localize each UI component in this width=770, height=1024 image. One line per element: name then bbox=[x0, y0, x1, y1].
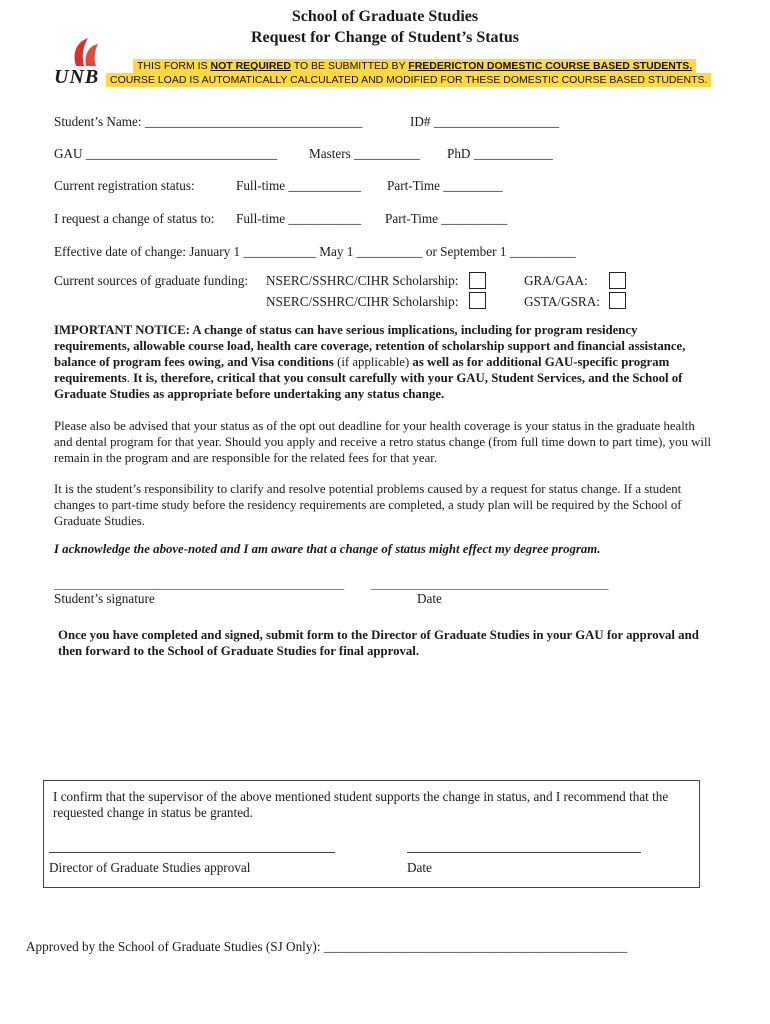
current-status-label: Current registration status: bbox=[54, 178, 195, 193]
gau-field[interactable]: GAU _____________________________ bbox=[54, 146, 278, 161]
form-title: School of Graduate Studies bbox=[291, 8, 479, 25]
responsibility-notice: It is the student’s responsibility to clarify and resolve potential problems caused by a request for status change. If a student changes to part-time study before the residency requirements are completed, a study plan will be required by the School of Graduate Studies. bbox=[54, 482, 682, 528]
phd-field[interactable]: PhD ____________ bbox=[447, 146, 553, 161]
request-parttime-field[interactable]: Part-Time __________ bbox=[385, 211, 508, 226]
supervisor-confirmation: I confirm that the supervisor of the above mentioned student supports the change in status, and I recommend that the requested change in status be granted. bbox=[53, 789, 669, 820]
gra-gaa-checkbox[interactable] bbox=[609, 272, 626, 289]
important-notice: IMPORTANT NOTICE: A change of status can have serious implications, including for program residency requirements, allowable course load, health care coverage, retention of scholarship support and financial assistance, balance of program fees owing, and Visa conditions (if applicable) as well as for additional GAU-specific program requirements. It is, therefore, critical that you consult carefully with your GAU, Student Services, and the School of Graduate Studies as appropriate before undertaking any status change. bbox=[54, 323, 686, 401]
notice-not-required: THIS FORM IS NOT REQUIRED TO BE SUBMITTED BY FREDERICTON DOMESTIC COURSE BASED STUDENTS. bbox=[133, 59, 696, 73]
request-status-label: I request a change of status to: bbox=[54, 211, 215, 226]
director-date-label: Date bbox=[407, 860, 432, 875]
student-date-line[interactable]: ____________________________________ bbox=[371, 576, 609, 591]
form-subtitle: Request for Change of Student’s Status bbox=[250, 29, 520, 46]
funding-option-1-checkbox[interactable] bbox=[469, 272, 486, 289]
funding-option-2-checkbox[interactable] bbox=[469, 292, 486, 309]
funding-label: Current sources of graduate funding: bbox=[54, 273, 249, 288]
masters-field[interactable]: Masters __________ bbox=[309, 146, 420, 161]
effective-date-field[interactable]: Effective date of change: January 1 ___________ May 1 __________ or September 1 __________ bbox=[54, 244, 576, 259]
current-parttime-field[interactable]: Part-Time _________ bbox=[387, 178, 503, 193]
student-signature-label: Student’s signature bbox=[54, 591, 155, 606]
submission-instructions: Once you have completed and signed, submit form to the Director of Graduate Studies in your GAU for approval and then forward to the School of Graduate Studies for final approval. bbox=[58, 628, 699, 658]
students-name-field[interactable]: Student’s Name: _________________________________ bbox=[54, 114, 363, 129]
funding-option-1-label: NSERC/SSHRC/CIHR Scholarship: bbox=[266, 273, 459, 288]
gra-gaa-label: GRA/GAA: bbox=[524, 273, 588, 288]
student-date-label: Date bbox=[417, 591, 442, 606]
director-signature-line[interactable] bbox=[49, 852, 335, 853]
acknowledgement: I acknowledge the above-noted and I am aware that a change of status might effect my degree program. bbox=[54, 542, 601, 556]
gsta-gsra-checkbox[interactable] bbox=[609, 292, 626, 309]
director-approval-label: Director of Graduate Studies approval bbox=[49, 860, 251, 875]
director-date-line[interactable] bbox=[407, 852, 641, 853]
gsta-gsra-label: GSTA/GSRA: bbox=[524, 294, 600, 309]
id-field[interactable]: ID# ___________________ bbox=[410, 114, 560, 129]
funding-option-2-label: NSERC/SSHRC/CIHR Scholarship: bbox=[266, 294, 459, 309]
sgs-approval-field[interactable]: Approved by the School of Graduate Studies (SJ Only): ______________________________________________ bbox=[26, 939, 628, 954]
health-coverage-notice: Please also be advised that your status as of the opt out deadline for your health coverage is your status in the graduate health and dental program for that year. Should you apply and receive a retro status change (from full time down to part time), you will remain in the program and are responsible for the related fees for that year. bbox=[54, 419, 712, 465]
notice-course-load: COURSE LOAD IS AUTOMATICALLY CALCULATED AND MODIFIED FOR THESE DOMESTIC COURSE BASED STUDENTS. bbox=[106, 73, 711, 87]
current-fulltime-field[interactable]: Full-time ___________ bbox=[236, 178, 361, 193]
request-fulltime-field[interactable]: Full-time ___________ bbox=[236, 211, 361, 226]
student-signature-line[interactable]: ____________________________________________ bbox=[54, 576, 345, 591]
logo-text: UNB bbox=[54, 66, 100, 88]
